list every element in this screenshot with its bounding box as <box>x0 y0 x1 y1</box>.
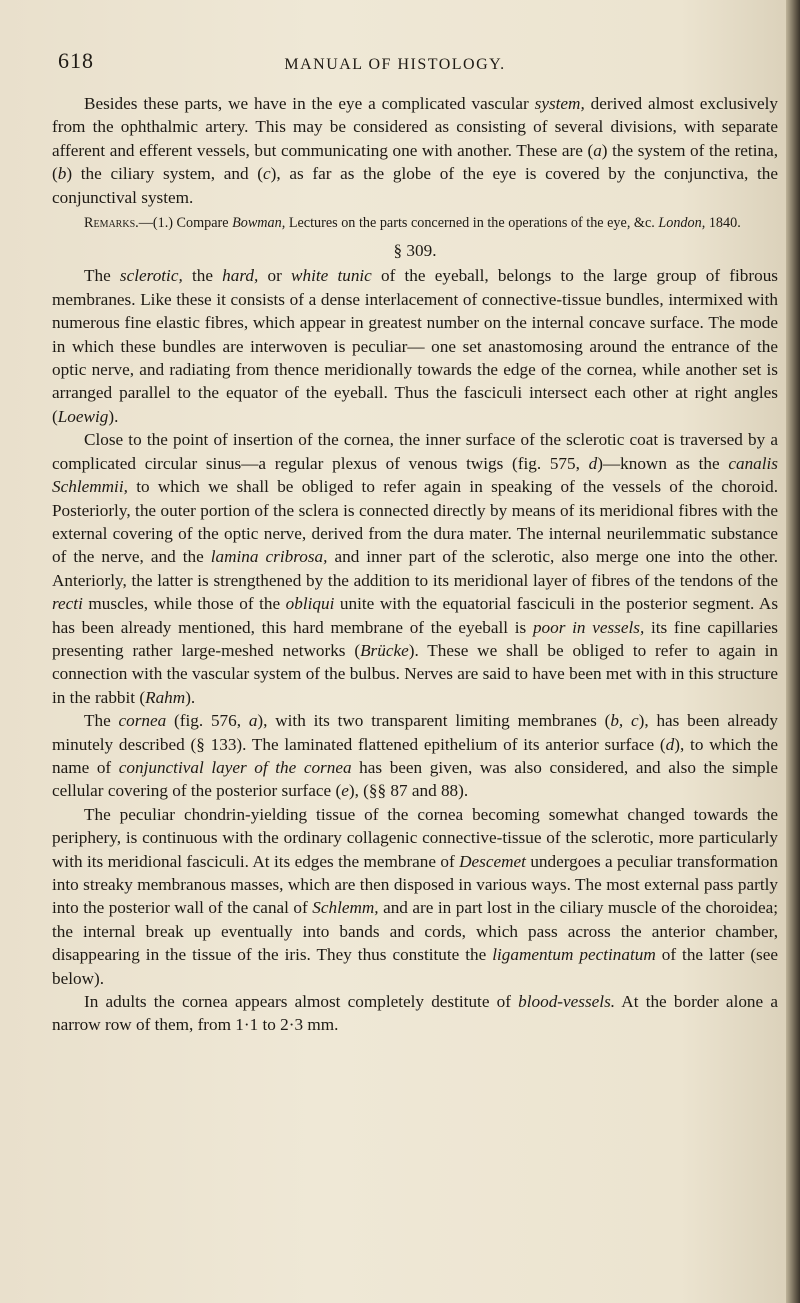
page-body <box>52 92 778 1037</box>
paragraph-cornea: The cornea (fig. 576, a), with its two transparent limiting membranes (b, c), has been already minutely described (§ 133). The laminated flattened epithelium of its anterior surface (d), to which the name of conjunctival layer of the cornea has been given, was also considered, and also the simple cellular covering of the posterior surface (e), (§§ 87 and 88). <box>52 711 778 801</box>
paragraph-canalis-schlemmii: Close to the point of insertion of the cornea, the inner surface of the sclerotic coat is traversed by a complicated circular sinus—a regular plexus of venous twigs (fig. 575, d)—known as the canalis Schlemmii, to which we shall be obliged to refer again in speaking of the vessels of the choroid. Posteriorly, the outer portion of the sclera is connected directly by means of its meridional fibres with the external covering of the optic nerve, derived from the dura mater. The internal neurilemmatic substance of the nerve, and the lamina cribrosa, and inner part of the sclerotic, also merge one into the other. Anteriorly, the latter is strengthened by the addition to its meridional layer of fibres of the tendons of the recti muscles, while those of the obliqui unite with the equatorial fasciculi in the posterior segment. As has been already mentioned, this hard membrane of the eyeball is poor in vessels, its fine capillaries presenting rather large-meshed networks (Brücke). These we shall be obliged to refer to again in connection with the vascular system of the bulbus. Nerves are said to have been met with in this structure in the rabbit (Rahm). <box>52 430 779 707</box>
book-binding-shadow <box>786 0 800 1303</box>
page-number: 618 <box>58 48 94 73</box>
paragraph-sclerotic: The sclerotic, the hard, or white tunic of the eyeball, belongs to the large group of fibrous membranes. Like these it consists of a dense interlacement of connective-tissue bundles, intermixed with numerous fine elastic fibres, which appear in greatest number on the internal concave surface. The mode in which these bundles are interwoven is peculiar— one set anastomosing around the entrance of the optic nerve, and radiating from thence meridionally towards the edge of the cornea, while another set is arranged parallel to the equator of the eyeball. Thus the fasciculi intersect each other at right angles (Loewig). <box>52 266 778 426</box>
page-header <box>30 48 760 82</box>
paragraph-chondrin-tissue: The peculiar chondrin-yielding tissue of the cornea becoming somewhat changed towards the periphery, is continuous with the ordinary collagenic connective-tissue of the sclerotic, more particularly with its meridional fasciculi. At its edges the membrane of Descemet undergoes a peculiar transformation into streaky membranous masses, which are then disposed in various ways. The most external pass partly into the posterior wall of the canal of Schlemm, and are in part lost in the ciliary muscle of the choroidea; the internal break up eventually into bands and cords, which pass across the anterior chamber, disappearing in the tissue of the iris. They thus constitute the ligamentum pectinatum of the latter (see below). <box>52 804 779 988</box>
paragraph-vascular-system: Besides these parts, we have in the eye a complicated vascular system, derived almost exclusively from the ophthalmic artery. This may be considered as consisting of several divisions, with separate afferent and efferent vessels, but communicating one with another. These are (a) the system of the retina, (b) the ciliary system, and (c), as far as the globe of the eye is covered by the conjunctiva, the conjunctival system. <box>52 94 778 207</box>
paragraph-blood-vessels: In adults the cornea appears almost completely destitute of blood-vessels. At the border alone a narrow row of them, from 1·1 to 2·3 mm. <box>52 992 778 1035</box>
section-heading: § 309. <box>393 241 437 261</box>
remarks-note: Remarks.—(1.) Compare Bowman, Lectures on the parts concerned in the operations of the eye, &c. London, 1840. <box>84 215 741 232</box>
running-title: MANUAL OF HISTOLOGY. <box>284 56 506 73</box>
